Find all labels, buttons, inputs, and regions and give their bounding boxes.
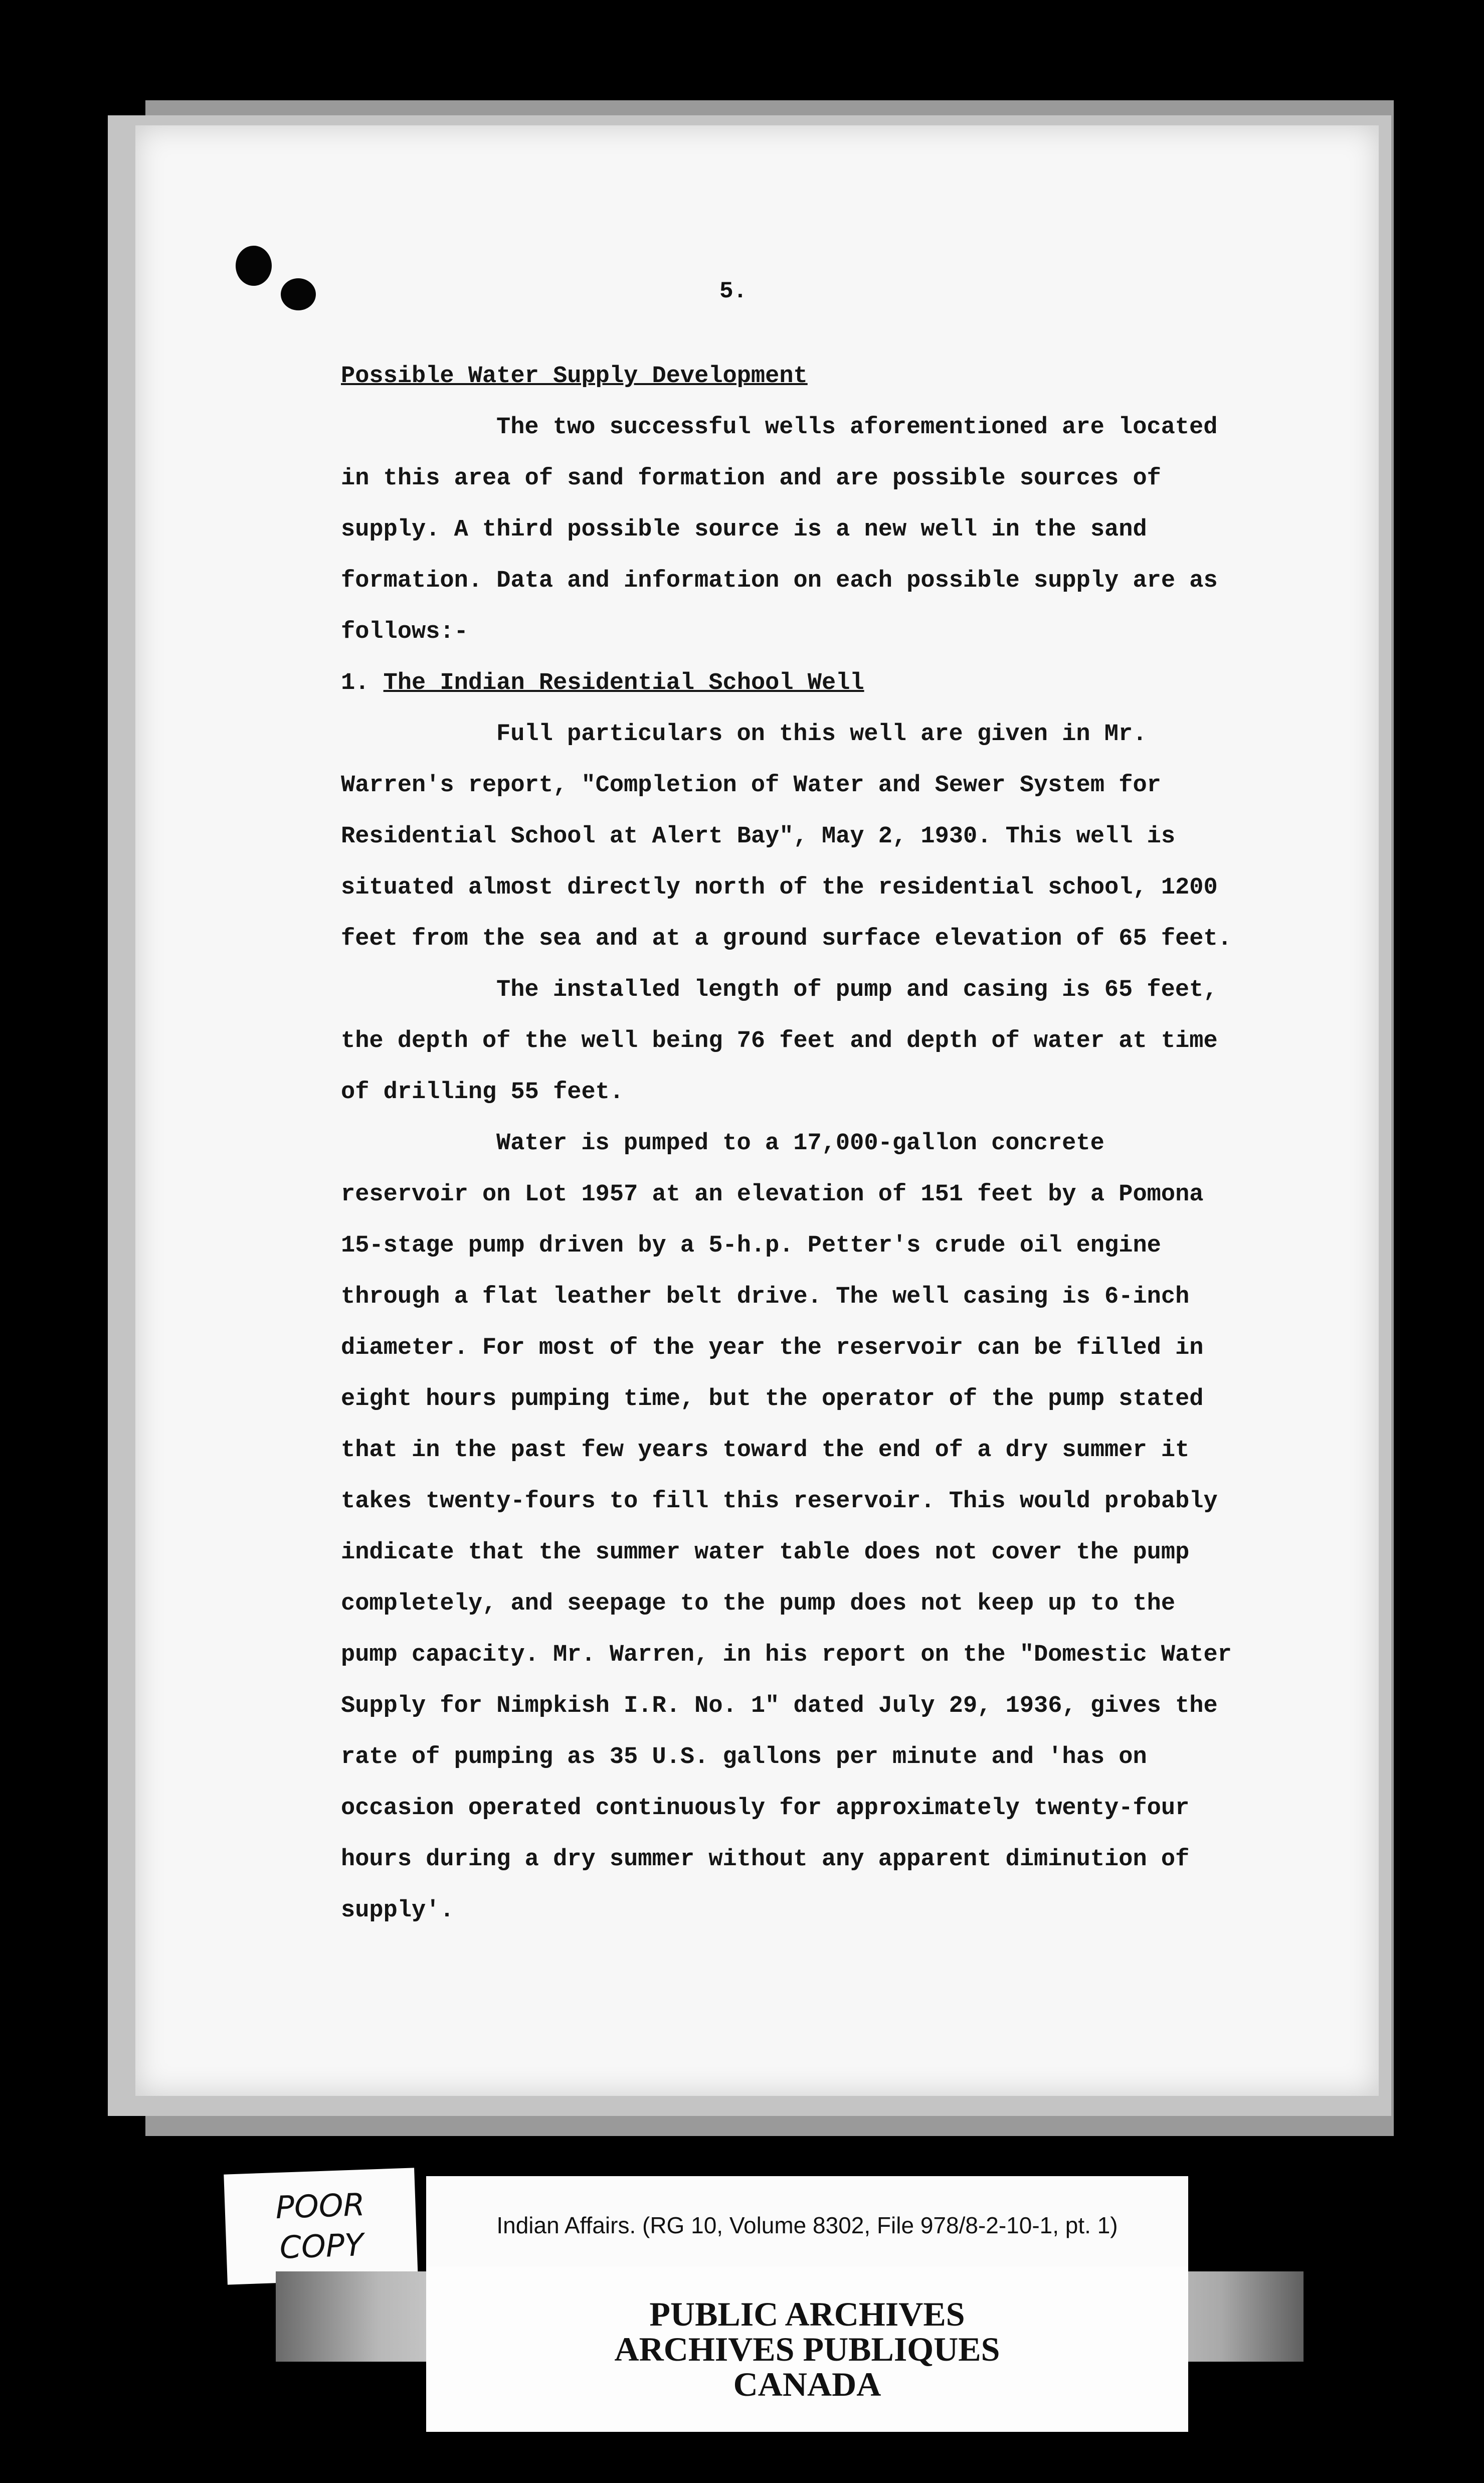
punch-hole bbox=[236, 246, 272, 286]
paragraph-1: Full particulars on this well are given in Mr. Warren's report, "Completion of Water and Sewer System for Residential School at Alert Bay", May 2, 1930. This well is situated almost directly north of the residential school, 1200 feet from the sea and at a ground surface elevation of 65 feet. bbox=[341, 721, 1232, 952]
subsection-heading bbox=[341, 658, 1243, 709]
poor-copy-line1: POOR bbox=[275, 2186, 365, 2226]
paragraph-2: The installed length of pump and casing is 65 feet, the depth of the well being 76 feet and depth of water at time of drilling 55 feet. bbox=[341, 977, 1218, 1106]
archive-label-line3: CANADA bbox=[733, 2365, 881, 2403]
poor-copy-line2: COPY bbox=[279, 2226, 364, 2266]
document-body bbox=[341, 351, 1243, 1936]
paragraph-intro: The two successful wells aforementioned are located in this area of sand formation and are possible sources of supply. A third possible source is a new well in the sand formation. Data and information on each possible supply are as follows:- bbox=[341, 414, 1218, 645]
subsection-title: The Indian Residential School Well bbox=[383, 670, 864, 696]
archive-label bbox=[426, 2266, 1188, 2432]
archive-label-line1: PUBLIC ARCHIVES bbox=[649, 2295, 965, 2333]
subsection-number: 1. bbox=[341, 670, 369, 696]
page-number: 5. bbox=[719, 278, 748, 304]
section-heading: Possible Water Supply Development bbox=[341, 363, 808, 390]
punch-hole bbox=[281, 278, 316, 310]
paragraph-3: Water is pumped to a 17,000-gallon concrete reservoir on Lot 1957 at an elevation of 151 feet by a Pomona 15-stage pump driven by a 5-h.p. Petter's crude oil engine through a flat leather belt drive. The well casing is 6-inch diameter. For most of the year the reservoir can be filled in eight hours pumping time, but the operator of the pump stated that in the past few years toward the end of a dry summer it takes twenty-fours to fill this reservoir. This would probably indicate that the summer water table does not cover the pump completely, and seepage to the pump does not keep up to the pump capacity. Mr. Warren, in his report on the "Domestic Water Supply for Nimpkish I.R. No. 1" dated July 29, 1936, gives the rate of pumping as 35 U.S. gallons per minute and 'has on occasion operated continuously for approximately twenty-four hours during a dry summer without any apparent diminution of supply'. bbox=[341, 1130, 1232, 1924]
archive-label-line2: ARCHIVES PUBLIQUES bbox=[614, 2330, 1000, 2368]
archive-citation: Indian Affairs. (RG 10, Volume 8302, File 978/8-2-10-1, pt. 1) bbox=[426, 2176, 1188, 2274]
poor-copy-note bbox=[224, 2168, 418, 2284]
